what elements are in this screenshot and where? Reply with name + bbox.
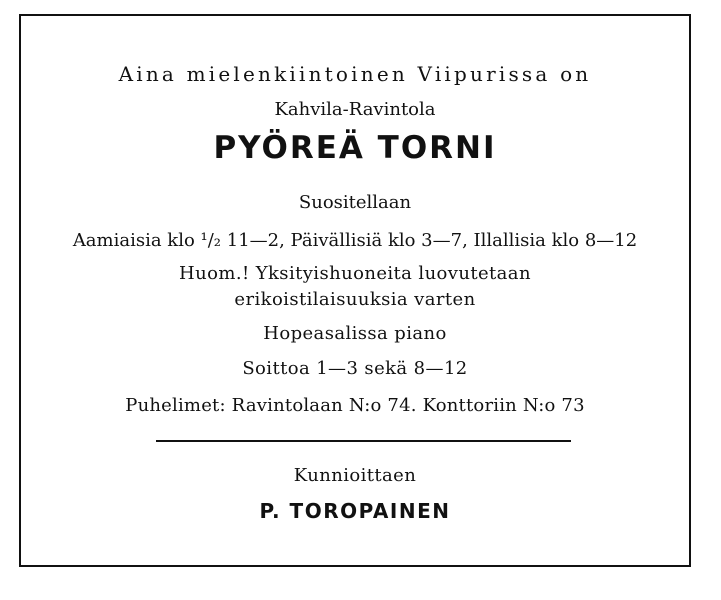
regards-text: Kunnioittaen [293,465,417,486]
notice-line-2: erikoistilaisuuksia varten [234,289,476,310]
divider [156,440,571,442]
meal-hours: Aamiaisia klo ¹/₂ 11—2, Päivällisiä klo 3—7, Illallisia klo 8—12 [72,230,638,251]
playing-hours: Soittoa 1—3 sekä 8—12 [242,358,468,379]
signature: P. TOROPAINEN [259,499,451,523]
intro-text: Aina mielenkiintoinen Viipurissa on [118,62,592,86]
phone-numbers: Puhelimet: Ravintolaan N:o 74. Konttoriin N:o 73 [125,395,585,416]
recommend-text: Suositellaan [298,192,412,213]
business-type: Kahvila-Ravintola [274,99,436,120]
notice-line-1: Huom.! Yksityishuoneita luovutetaan [179,263,531,284]
restaurant-name: PYÖREÄ TORNI [213,130,497,166]
piano-text: Hopeasalissa piano [263,323,447,344]
ad-frame [19,14,691,567]
